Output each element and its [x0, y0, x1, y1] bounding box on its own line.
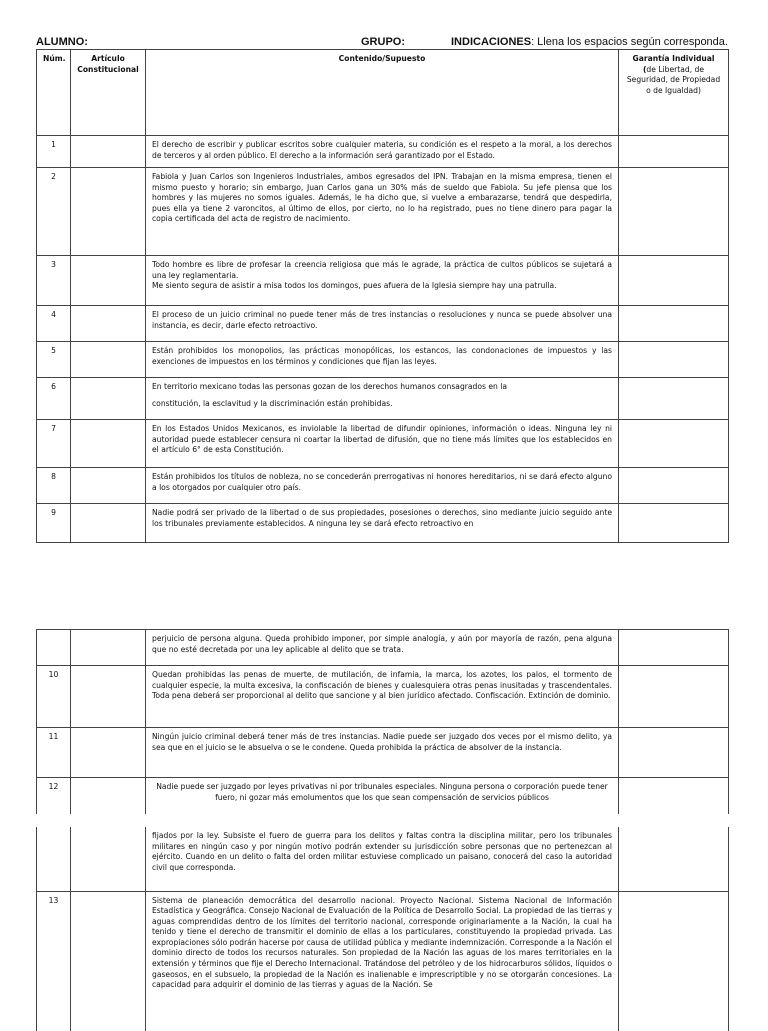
articulo-cell[interactable] [71, 342, 146, 378]
row-number: 9 [37, 504, 71, 543]
contenido-cell: Nadie puede ser juzgado por leyes privativas ni por tribunales especiales. Ninguna persona o corporación puede tener fuero, ni gozar más emolumentos que los que sean compensación de servicios públicos [146, 778, 619, 814]
articulo-cell[interactable] [71, 168, 146, 256]
indicaciones-text: : Llena los espacios según corresponda. [531, 36, 728, 48]
table-row [37, 630, 729, 666]
articulo-cell[interactable] [71, 778, 146, 814]
row-number [37, 827, 71, 891]
contenido-cell: Están prohibidos los monopolios, las prácticas monopólicas, los estancos, las condonaciones de impuestos y las exenciones de impuestos en los términos y condiciones que fijan las leyes. [146, 342, 619, 378]
garantia-cell[interactable] [619, 420, 729, 468]
articulo-cell[interactable] [71, 504, 146, 543]
row-number: 5 [37, 342, 71, 378]
garantia-cell[interactable] [619, 306, 729, 342]
row-number: 7 [37, 420, 71, 468]
table-row [37, 827, 729, 891]
row-number: 10 [37, 666, 71, 728]
worksheet-header [36, 35, 726, 49]
contenido-text-2: constitución, la esclavitud y la discriminación están prohibidas. [152, 398, 393, 408]
garantia-bold: Garantía Individual ( [632, 54, 715, 74]
table-row [37, 342, 729, 378]
articulo-cell[interactable] [71, 728, 146, 778]
guarantees-table [36, 49, 729, 543]
table-row [37, 778, 729, 814]
col-header-articulo: Artículo Constitucional [71, 50, 146, 136]
row-number: 6 [37, 378, 71, 420]
garantia-cell[interactable] [619, 891, 729, 1031]
table-row [37, 728, 729, 778]
guarantees-table-continued [36, 629, 729, 814]
table-row [37, 256, 729, 306]
garantia-cell[interactable] [619, 778, 729, 814]
garantia-cell[interactable] [619, 168, 729, 256]
articulo-cell[interactable] [71, 827, 146, 891]
row-number: 4 [37, 306, 71, 342]
contenido-cell: Fabiola y Juan Carlos son Ingenieros Industriales, ambos egresados del IPN. Trabajan en la misma empresa, tienen el mismo puesto y horario; sin embargo, Juan Carlos gana un 30% más de sueldo que Fabiola. Su jefe piensa que los hombres y las mujeres no somos iguales. Además, le ha dicho que, si vuelve a embarazarse, tendrá que despedirla, pues ella ya tiene 2 varoncitos, al último de ellos, por cierto, no lo ha registrado, pues no tiene dinero para pagar la copia certificada del acta de registro de nacimiento. [146, 168, 619, 256]
contenido-cell [146, 378, 619, 420]
col-header-contenido: Contenido/Supuesto [146, 50, 619, 136]
contenido-cell: Ningún juicio criminal deberá tener más de tres instancias. Nadie puede ser juzgado dos veces por el mismo delito, ya sea que en el juicio se le absuelva o se le condene. Queda prohibida la práctica de absolver de la instancia. [146, 728, 619, 778]
row-number: 12 [37, 778, 71, 814]
grupo-label: GRUPO: [361, 36, 405, 48]
garantia-cell[interactable] [619, 666, 729, 728]
contenido-cell: perjuicio de persona alguna. Queda prohibido imponer, por simple analogía, y aún por mayoría de razón, pena alguna que no esté decretada por una ley aplicable al delito que se trata. [146, 630, 619, 666]
table-row [37, 136, 729, 168]
contenido-cell: Nadie podrá ser privado de la libertad o de sus propiedades, posesiones o derechos, sino mediante juicio seguido ante los tribunales previamente establecidos. A ninguna ley se dará efecto retroactivo en [146, 504, 619, 543]
col-header-num: Núm. [37, 50, 71, 136]
row-number: 13 [37, 891, 71, 1031]
row-number [37, 630, 71, 666]
contenido-cell: En los Estados Unidos Mexicanos, es inviolable la libertad de difundir opiniones, información o ideas. Ninguna ley ni autoridad puede establecer censura ni coartar la libertad de difusión, que no tiene más límites que los establecidos en el artículo 6° de esta Constitución. [146, 420, 619, 468]
contenido-cell: Están prohibidos los títulos de nobleza, no se concederán prerrogativas ni honores hereditarios, ni se dará efecto alguno a los otorgados por cualquier otro país. [146, 468, 619, 504]
contenido-cell: El derecho de escribir y publicar escritos sobre cualquier materia, su condición es el respeto a la moral, a los derechos de terceros y al orden público. El derecho a la información será garantizado por el Estado. [146, 136, 619, 168]
articulo-cell[interactable] [71, 306, 146, 342]
contenido-cell: fijados por la ley. Subsiste el fuero de guerra para los delitos y faltas contra la disciplina militar, pero los tribunales militares en ningún caso y por ningún motivo podrán extender su jurisdicción sobre personas que no pertenezcan al ejército. Cuando en un delito o falta del orden militar estuviese complicado un paisano, conocerá del caso la autoridad civil que corresponda. [146, 827, 619, 891]
alumno-label: ALUMNO: [36, 36, 88, 48]
garantia-cell[interactable] [619, 468, 729, 504]
table-row [37, 420, 729, 468]
row-number: 1 [37, 136, 71, 168]
contenido-text: En territorio mexicano todas las personas gozan de los derechos humanos consagrados en la [152, 382, 508, 391]
contenido-text-2: Me siento segura de asistir a misa todos los domingos, pues afuera de la Iglesia siempre hay una patrulla. [152, 281, 557, 291]
contenido-cell [146, 256, 619, 306]
table-header-row [37, 50, 729, 136]
table-row [37, 306, 729, 342]
contenido-text: Todo hombre es libre de profesar la creencia religiosa que más le agrade, la práctica de cultos públicos se sujetará a una ley reglamentaria. [152, 260, 612, 280]
contenido-cell: Quedan prohibidas las penas de muerte, de mutilación, de infamia, la marca, los azotes, los palos, el tormento de cualquier especie, la multa excesiva, la confiscación de bienes y cualesquiera otras penas inusitadas y trascendentales. Toda pena deberá ser proporcional al delito que sancione y al bien jurídico afectado. Confiscación. Extinción de dominio. [146, 666, 619, 728]
articulo-cell[interactable] [71, 420, 146, 468]
articulo-cell[interactable] [71, 666, 146, 728]
garantia-cell[interactable] [619, 256, 729, 306]
table-row [37, 378, 729, 420]
row-number: 8 [37, 468, 71, 504]
table-row [37, 468, 729, 504]
row-number: 2 [37, 168, 71, 256]
articulo-cell[interactable] [71, 378, 146, 420]
col-header-garantia [619, 50, 729, 136]
garantia-cell[interactable] [619, 136, 729, 168]
garantia-cell[interactable] [619, 728, 729, 778]
garantia-cell[interactable] [619, 342, 729, 378]
contenido-cell: Sistema de planeación democrática del desarrollo nacional. Proyecto Nacional. Sistema Nacional de Información Estadística y Geográfica. Consejo Nacional de Evaluación de la Política de Desarrollo Social. La propiedad de las tierras y aguas comprendidas dentro de los límites del territorio nacional, corresponde originariamente a la Nación, la cual ha tenido y tiene el derecho de transmitir el dominio de ellas a los particulares, constituyendo la propiedad privada. Las expropiaciones sólo podrán hacerse por causa de utilidad pública y mediante indemnización. Corresponde a la Nación el dominio directo de todos los recursos naturales. Son propiedad de la Nación las aguas de los mares territoriales en la extensión y términos que fije el Derecho Internacional. Tratándose del petróleo y de los hidrocarburos sólidos, líquidos o gaseosos, en el subsuelo, la propiedad de la Nación es inalienable e imprescriptible y no se otorgarán concesiones. La capacidad para adquirir el dominio de las tierras y aguas de la Nación. Se [146, 891, 619, 1031]
table-row [37, 891, 729, 1031]
articulo-cell[interactable] [71, 256, 146, 306]
garantia-cell[interactable] [619, 630, 729, 666]
table-row [37, 504, 729, 543]
table-row [37, 168, 729, 256]
table-row [37, 666, 729, 728]
indicaciones-label: INDICACIONES [451, 36, 532, 48]
garantia-cell[interactable] [619, 378, 729, 420]
articulo-cell[interactable] [71, 891, 146, 1031]
indicaciones [451, 35, 728, 49]
row-number: 3 [37, 256, 71, 306]
garantia-cell[interactable] [619, 827, 729, 891]
articulo-cell[interactable] [71, 136, 146, 168]
garantia-cell[interactable] [619, 504, 729, 543]
guarantees-table-continued-2 [36, 827, 729, 1031]
row-number: 11 [37, 728, 71, 778]
articulo-cell[interactable] [71, 468, 146, 504]
articulo-cell[interactable] [71, 630, 146, 666]
contenido-cell: El proceso de un juicio criminal no puede tener más de tres instancias o resoluciones y nunca se puede absolver una instancia, es decir, darle efecto retroactivo. [146, 306, 619, 342]
garantia-rest: de Libertad, de Seguridad, de Propiedad o de Igualdad) [626, 64, 721, 95]
